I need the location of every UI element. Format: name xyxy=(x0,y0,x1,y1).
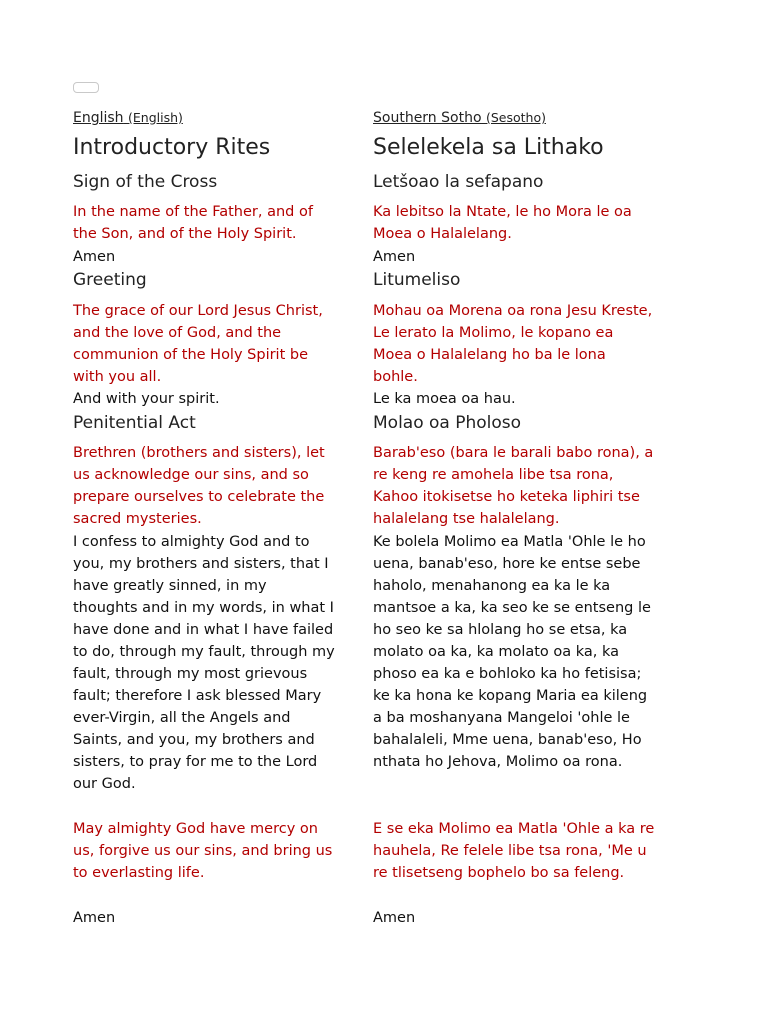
section-title: Selelekela sa Lithako xyxy=(373,135,604,160)
absolution-text: E se eka Molimo ea Matla 'Ohle a ka re hauhela, Re felele libe tsa rona, 'Me u re tlisetseng bophelo bo sa feleng. xyxy=(373,821,655,881)
penitential-heading: Penitential Act xyxy=(73,413,196,433)
greeting-heading: Litumeliso xyxy=(373,270,461,290)
greeting-response: And with your spirit. xyxy=(73,391,220,407)
language-link-english[interactable]: English (English) xyxy=(73,110,183,126)
sign-text: In the name of the Father, and of the Son, and of the Holy Spirit. xyxy=(73,204,313,242)
section-title: Introductory Rites xyxy=(73,135,271,160)
penitential-text: Brethren (brothers and sisters), let us acknowledge our sins, and so prepare ourselves to celebrate the sacred mysteries. xyxy=(73,445,325,527)
greeting-text: Mohau oa Morena oa rona Jesu Kreste, Le lerato la Molimo, le kopano ea Moea o Halalelang ho ba le lona bohle. xyxy=(373,303,653,385)
absolution-text: May almighty God have mercy on us, forgive us our sins, and bring us to everlasting life. xyxy=(73,821,333,881)
penitential-text: Barab'eso (bara le barali babo rona), a re keng re amohela libe tsa rona, Kahoo itokisetse ho keteka liphiri tse halalelang tse halalelang. xyxy=(373,445,654,527)
greeting-response: Le ka moea oa hau. xyxy=(373,391,516,407)
greeting-heading: Greeting xyxy=(73,270,147,290)
amen-response-final: Amen xyxy=(373,910,416,926)
sign-text: Ka lebitso la Ntate, le ho Mora le oa Moea o Halalelang. xyxy=(373,204,632,242)
greeting-text: The grace of our Lord Jesus Christ, and the love of God, and the communion of the Holy Spirit be with you all. xyxy=(73,303,323,385)
confiteor-text: I confess to almighty God and to you, my brothers and sisters, that I have greatly sinned, in my thoughts and in my words, in what I have done and in what I have failed to do, through my fault, through my fault, through my most grievous fault; therefore I ask blessed Mary ever-Virgin, all the Angels and Saints, and you, my brothers and sisters, to pray for me to the Lord our God. xyxy=(73,534,335,792)
sign-heading: Letšoao la sefapano xyxy=(373,172,544,192)
amen-response: Amen xyxy=(73,249,116,265)
sign-heading: Sign of the Cross xyxy=(73,172,218,192)
amen-response: Amen xyxy=(373,249,416,265)
language-link-sesotho[interactable]: Southern Sotho (Sesotho) xyxy=(373,110,546,126)
toggle-button[interactable] xyxy=(73,82,99,93)
penitential-heading: Molao oa Pholoso xyxy=(373,413,522,433)
confiteor-text: Ke bolela Molimo ea Matla 'Ohle le ho uena, banab'eso, hore ke entse sebe haholo, menahanong ea ka le ka mantsoe a ka, ka seo ke se entseng le ho seo ke sa hlolang ho se etsa, ka molato oa ka, ka molato oa ka, ka phoso ea ka e bohloko ka ho fetisisa; ke ka hona ke kopang Maria ea kileng a ba moshanyana Mangeloi 'ohle le bahalaleli, Mme uena, banab'eso, Ho nthata ho Jehova, Molimo oa rona. xyxy=(373,534,651,770)
amen-response-final: Amen xyxy=(73,910,116,926)
